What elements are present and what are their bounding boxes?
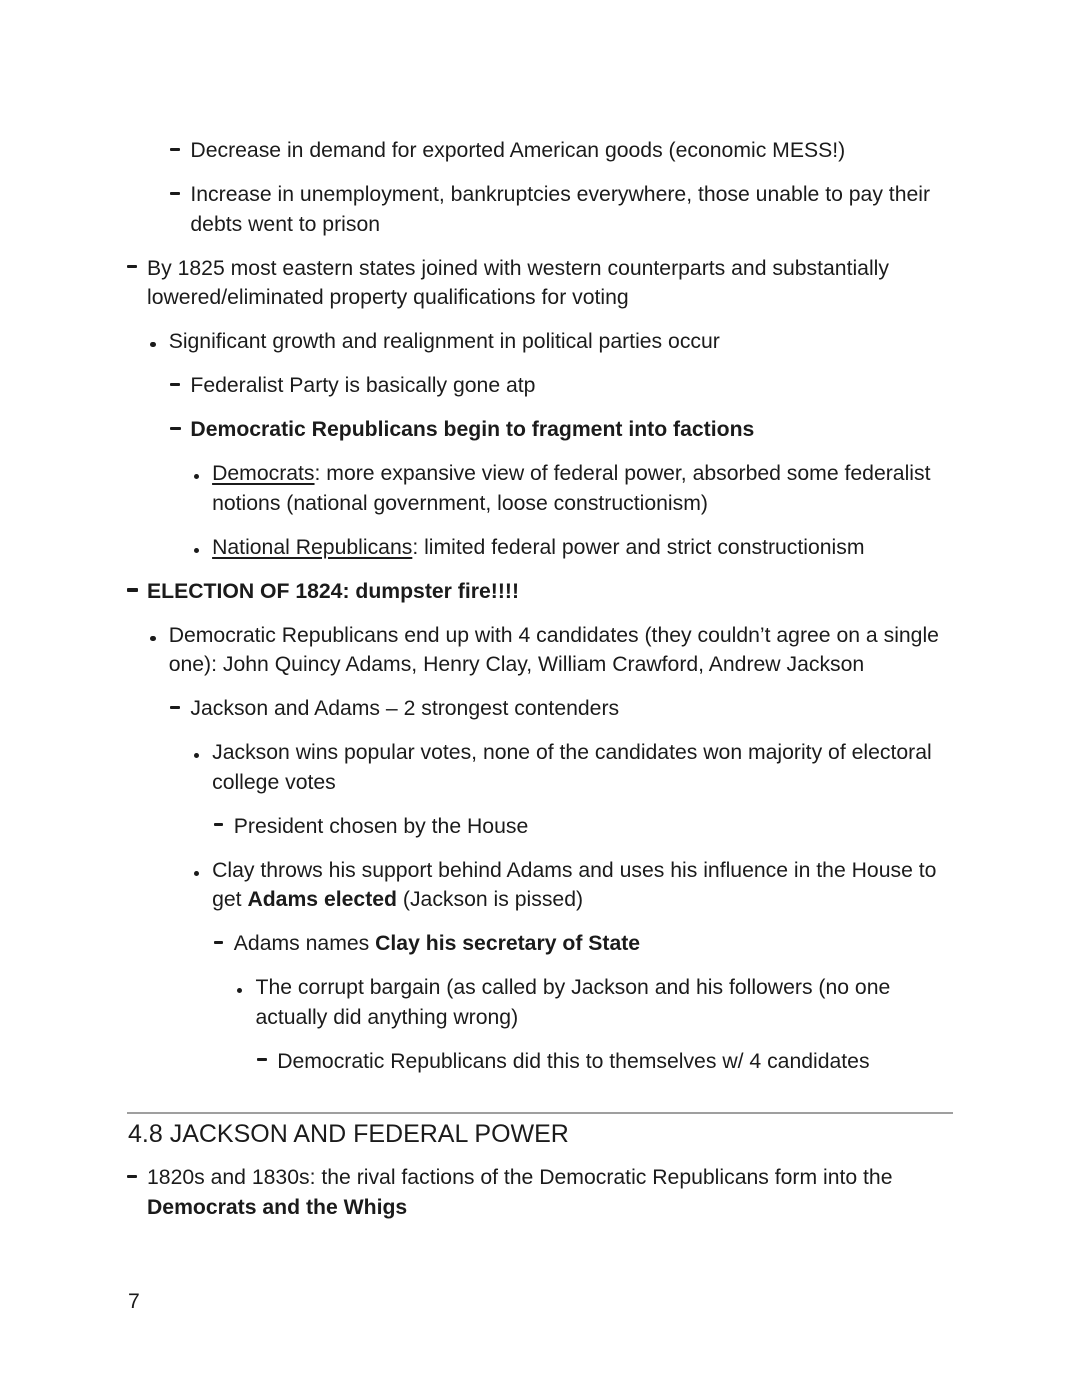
- list-item: [190, 371, 958, 401]
- item-text: Significant growth and realignment in political parties occur: [168, 330, 720, 353]
- item-text: 1820s and 1830s: the rival factions of the Democratic Republicans form into the Democrats and the Whigs: [147, 1166, 893, 1219]
- item-text: ELECTION OF 1824: dumpster fire!!!!: [147, 579, 520, 603]
- item-text: Adams names Clay his secretary of State: [233, 932, 641, 955]
- notes-list: [0, 136, 958, 1091]
- list-item: [234, 812, 958, 842]
- item-text: Clay throws his support behind Adams and uses his influence in the House to get Adams elected (Jackson is pissed): [212, 858, 937, 911]
- dash-marker: [214, 823, 224, 826]
- item-text: Decrease in demand for exported American goods (economic MESS!): [190, 139, 846, 162]
- item-text: Jackson and Adams – 2 strongest contenders: [190, 697, 620, 720]
- list-item: [147, 577, 958, 607]
- bullet-marker: [194, 548, 199, 553]
- dash-marker: [170, 383, 180, 386]
- list-item: [147, 254, 958, 313]
- dash-marker: [214, 941, 224, 944]
- dash-marker: [127, 1175, 137, 1178]
- item-text: Jackson wins popular votes, none of the candidates won majority of electoral college votes: [212, 741, 932, 794]
- item-text: By 1825 most eastern states joined with western counterparts and substantially lowered/eliminated property qualifications for voting: [147, 256, 889, 309]
- item-text: National Republicans: limited federal power and strict constructionism: [212, 535, 865, 559]
- bullet-marker: [237, 988, 242, 993]
- list-item: [190, 180, 958, 239]
- dash-marker: [170, 192, 180, 195]
- item-text: The corrupt bargain (as called by Jackson and his followers (no one actually did anything wrong): [255, 976, 891, 1029]
- list-item: [147, 1163, 958, 1222]
- section-heading: 4.8 JACKSON AND FEDERAL POWER: [128, 1120, 569, 1148]
- list-item: [169, 327, 958, 357]
- page-number: 7: [128, 1290, 140, 1313]
- list-item: [212, 856, 958, 915]
- bullet-marker: [150, 342, 155, 347]
- list-item: [190, 415, 958, 445]
- dash-marker: [170, 706, 180, 709]
- bullet-marker: [194, 474, 199, 479]
- list-item: [190, 694, 958, 724]
- list-item: [190, 136, 958, 166]
- post-heading-list: [0, 1163, 958, 1237]
- dash-marker: [170, 427, 181, 431]
- list-item: [277, 1047, 958, 1077]
- section-divider: [127, 1112, 953, 1114]
- dash-marker: [257, 1058, 267, 1061]
- list-item: [212, 459, 958, 518]
- dash-marker: [170, 148, 180, 151]
- list-item: [169, 621, 958, 680]
- list-item: [256, 973, 959, 1032]
- dash-marker: [127, 265, 137, 268]
- list-item: [212, 533, 958, 563]
- item-text: Increase in unemployment, bankruptcies everywhere, those unable to pay their debts went to prison: [190, 183, 931, 236]
- item-text: Democratic Republicans begin to fragment into factions: [190, 418, 755, 441]
- bullet-marker: [194, 753, 199, 758]
- list-item: [234, 929, 958, 959]
- item-text: President chosen by the House: [233, 814, 529, 838]
- item-text: Federalist Party is basically gone atp: [190, 374, 536, 397]
- item-text: Democratic Republicans end up with 4 candidates (they couldn’t agree on a single one): John Quincy Adams, Henry Clay, William Crawford, Andrew Jackson: [168, 623, 939, 676]
- item-text: Democratic Republicans did this to themselves w/ 4 candidates: [277, 1049, 870, 1073]
- bullet-marker: [150, 636, 155, 641]
- list-item: [212, 738, 958, 797]
- dash-marker: [127, 588, 138, 592]
- item-text: Democrats: more expansive view of federal power, absorbed some federalist notions (national government, loose constructionism): [212, 462, 931, 515]
- bullet-marker: [194, 871, 199, 876]
